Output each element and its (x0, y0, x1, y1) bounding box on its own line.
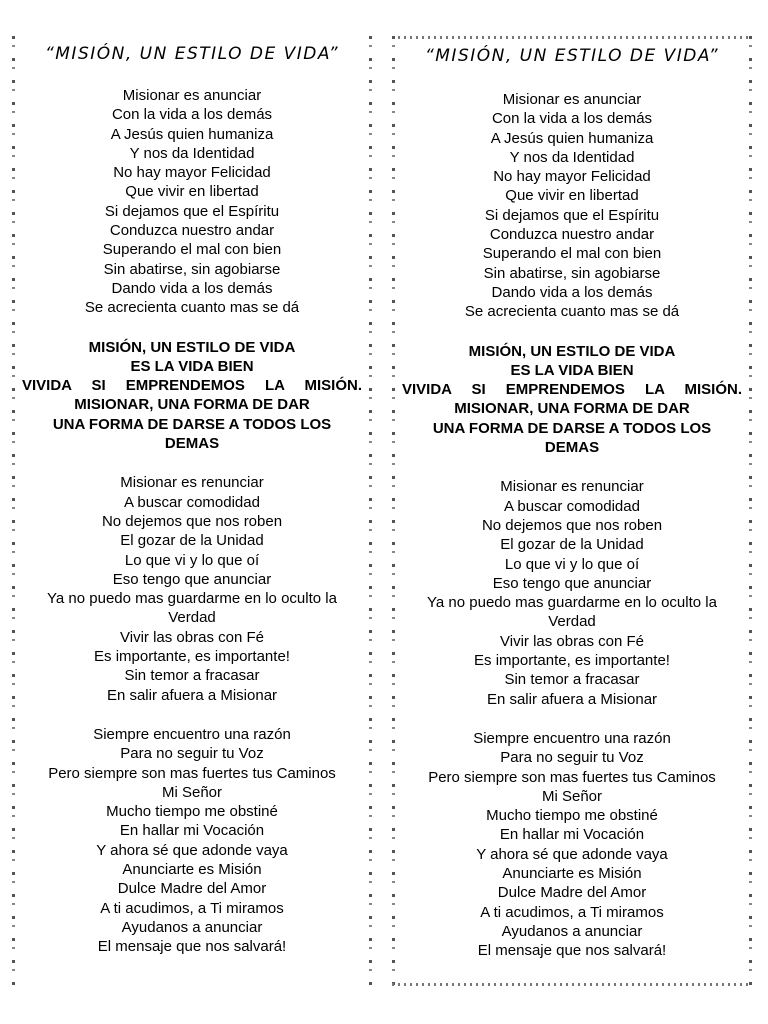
chorus (402, 342, 742, 458)
lyric-line: Siempre encuentro una razón (473, 729, 671, 747)
lyric-line: Sin temor a fracasar (124, 667, 260, 685)
lyric-line: Si dejamos que el Espíritu (484, 206, 660, 224)
lyric-line: Misionar es anunciar (502, 91, 642, 108)
lyric-line: No hay mayor Felicidad (493, 168, 651, 186)
decorative-border-right (749, 36, 752, 986)
lyric-line: Eso tengo que anunciar (112, 570, 272, 588)
lyric-line: Conduzca nuestro andar (109, 222, 275, 240)
lyric-line: Se acrecienta cuanto mas se dá (84, 299, 300, 317)
lyric-line: No dejemos que nos roben (481, 516, 663, 534)
lyric-line: Vivir las obras con Fé (120, 628, 264, 646)
decorative-border-left (392, 36, 395, 986)
chorus-line: MISIÓN, UN ESTILO DE VIDA (88, 338, 296, 356)
lyric-line: El mensaje que nos salvará! (477, 942, 667, 960)
lyric-line: El gozar de la Unidad (500, 536, 644, 554)
lyric-line: Dando vida a los demás (111, 279, 273, 297)
lyric-line: Si dejamos que el Espíritu (104, 202, 280, 220)
decorative-border-bottom (392, 983, 752, 986)
lyric-line: Sin temor a fracasar (504, 671, 640, 689)
chorus-line: MISIÓN, UN ESTILO DE VIDA (468, 342, 676, 360)
decorative-border-right (369, 36, 372, 986)
lyric-line: El gozar de la Unidad (120, 532, 264, 550)
lyric-line: Es importante, es importante! (474, 652, 670, 670)
verse-2 (406, 477, 738, 709)
lyric-line: Dulce Madre del Amor (117, 880, 267, 898)
lyric-line: Lo que vi y lo que oí (124, 551, 260, 569)
chorus (22, 338, 362, 454)
lyric-line: Verdad (548, 613, 596, 631)
lyric-line: En salir afuera a Misionar (486, 690, 658, 708)
lyric-line: Dulce Madre del Amor (497, 884, 647, 902)
lyric-line: Anunciarte es Misión (502, 864, 642, 882)
verse-3 (406, 729, 738, 961)
lyric-line: Ayudanos a anunciar (121, 918, 263, 936)
lyric-line: A Jesús quien humaniza (110, 125, 274, 143)
lyric-line: Eso tengo que anunciar (492, 574, 652, 592)
lyric-line: Misionar es anunciar (122, 87, 262, 104)
verse-1 (26, 86, 358, 318)
lyric-line: A ti acudimos, a Ti miramos (100, 899, 284, 917)
chorus-line: UNA FORMA DE DARSE A TODOS LOS (432, 419, 712, 437)
lyric-line: En hallar mi Vocación (119, 822, 265, 840)
song-title: “MISIÓN, UN ESTILO DE VIDA” (44, 44, 340, 64)
lyric-line: No dejemos que nos roben (101, 512, 283, 530)
chorus-line: VIVIDA SI EMPRENDEMOS LA MISIÓN. (402, 381, 742, 399)
lyric-line: En salir afuera a Misionar (106, 686, 278, 704)
lyric-line: Superando el mal con bien (102, 241, 282, 259)
lyric-line: Se acrecienta cuanto mas se dá (464, 303, 680, 321)
lyric-line: Superando el mal con bien (482, 245, 662, 263)
lyric-line: Y ahora sé que adonde vaya (96, 841, 288, 859)
chorus-line: UNA FORMA DE DARSE A TODOS LOS (52, 415, 332, 433)
lyric-line: Es importante, es importante! (94, 648, 290, 666)
lyric-line: Misionar es renunciar (500, 478, 644, 496)
lyric-line: Y nos da Identidad (509, 148, 635, 166)
chorus-line: DEMAS (544, 439, 600, 457)
lyric-line: El mensaje que nos salvará! (97, 938, 287, 956)
lyrics-column-left (12, 36, 372, 986)
lyric-line: Con la vida a los demás (111, 106, 273, 124)
lyric-line: Y nos da Identidad (129, 144, 255, 162)
lyric-line: En hallar mi Vocación (499, 826, 645, 844)
lyric-line: A Jesús quien humaniza (490, 129, 654, 147)
lyric-line: Lo que vi y lo que oí (504, 555, 640, 573)
lyric-line: A buscar comodidad (504, 497, 640, 515)
lyric-line: Mi Señor (541, 787, 603, 805)
lyrics-column-right (392, 36, 752, 986)
lyric-line: Mi Señor (161, 783, 223, 801)
chorus-line: VIVIDA SI EMPRENDEMOS LA MISIÓN. (22, 377, 362, 395)
verse-1 (406, 90, 738, 322)
lyric-line: Para no seguir tu Voz (120, 745, 264, 763)
lyric-line: Pero siempre son mas fuertes tus Caminos (48, 764, 336, 782)
chorus-line: ES LA VIDA BIEN (130, 357, 254, 375)
lyric-line: Vivir las obras con Fé (500, 632, 644, 650)
decorative-border-top (392, 36, 752, 39)
lyric-line: Con la vida a los demás (491, 110, 653, 128)
lyric-line: Ya no puedo mas guardarme en lo oculto la (47, 590, 337, 608)
chorus-line: ES LA VIDA BIEN (510, 361, 634, 379)
lyric-line: Misionar es renunciar (120, 474, 264, 492)
lyric-line: Que vivir en libertad (505, 187, 639, 205)
lyric-line: Sin abatirse, sin agobiarse (483, 264, 661, 282)
lyric-line: Siempre encuentro una razón (93, 725, 291, 743)
chorus-line: DEMAS (164, 435, 220, 453)
lyric-line: Que vivir en libertad (125, 183, 259, 201)
lyric-line: Ayudanos a anunciar (501, 922, 643, 940)
verse-2 (26, 473, 358, 705)
lyric-line: Mucho tiempo me obstiné (106, 803, 278, 821)
lyric-line: Conduzca nuestro andar (489, 226, 655, 244)
lyric-line: Pero siempre son mas fuertes tus Caminos (428, 768, 716, 786)
lyric-line: A ti acudimos, a Ti miramos (480, 903, 664, 921)
verse-3 (26, 725, 358, 957)
song-title: “MISIÓN, UN ESTILO DE VIDA” (424, 46, 720, 66)
lyric-line: Y ahora sé que adonde vaya (476, 845, 668, 863)
lyric-line: Verdad (168, 609, 216, 627)
chorus-line: MISIONAR, UNA FORMA DE DAR (454, 400, 690, 418)
lyric-line: Mucho tiempo me obstiné (486, 807, 658, 825)
lyric-line: Anunciarte es Misión (122, 860, 262, 878)
lyric-line: Para no seguir tu Voz (500, 749, 644, 767)
lyric-line: A buscar comodidad (124, 493, 260, 511)
lyric-line: No hay mayor Felicidad (113, 164, 271, 182)
chorus-line: MISIONAR, UNA FORMA DE DAR (74, 396, 310, 414)
decorative-border-left (12, 36, 15, 986)
lyric-line: Dando vida a los demás (491, 283, 653, 301)
lyric-line: Sin abatirse, sin agobiarse (103, 260, 281, 278)
lyric-line: Ya no puedo mas guardarme en lo oculto la (427, 594, 717, 612)
